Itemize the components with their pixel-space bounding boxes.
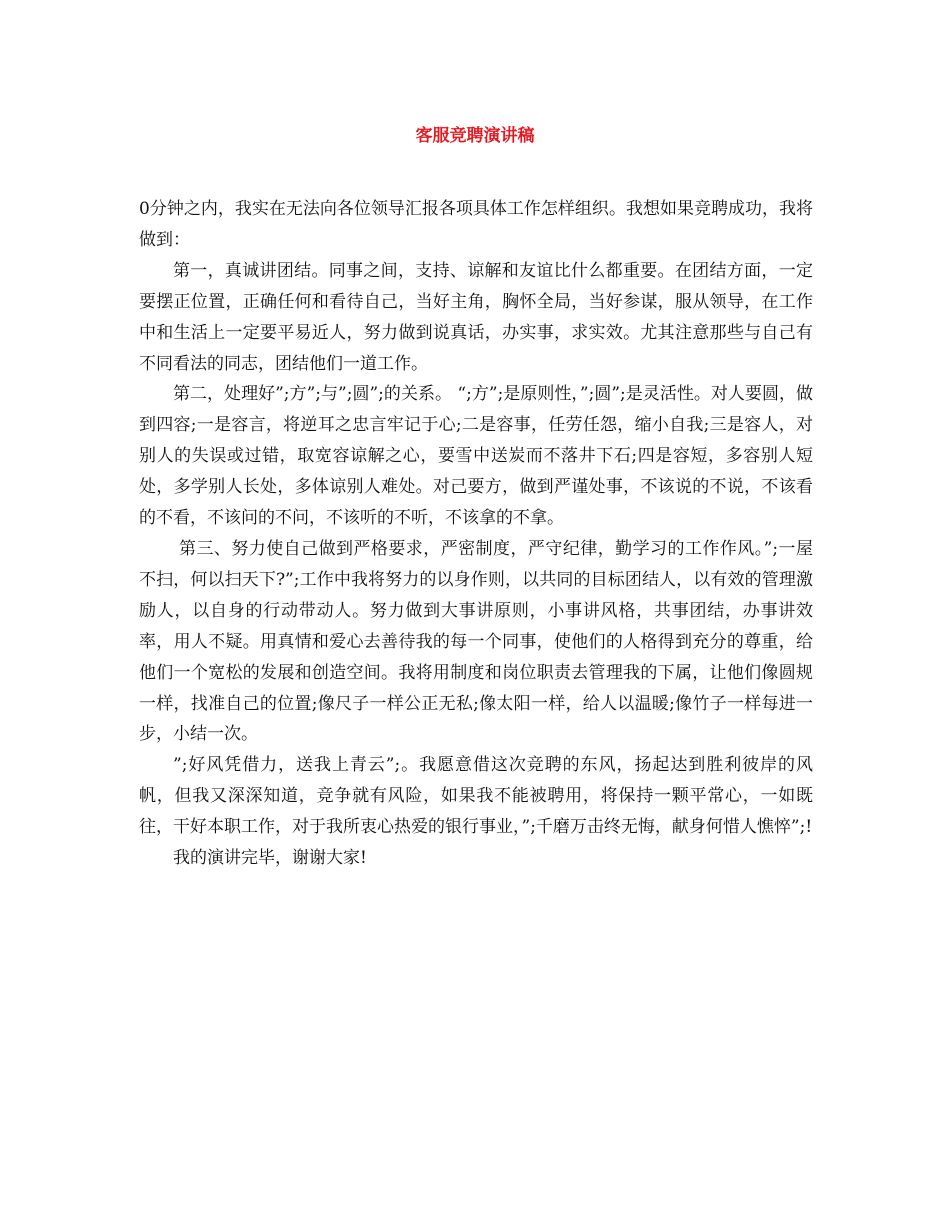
paragraph-closing: 我的演讲完毕，谢谢大家! xyxy=(173,848,367,869)
paragraph-first-point: 第一，真诚讲团结。同事之间，支持、谅解和友谊比什么都重要。在团结方面，一定要摆正位置，正确任何和看待自己，当好主角，胸怀全局，当好参谋，服从领导，在工作中和生活上一定要平易近人，努力做到说真话，办实事，求实效。尤其注意那些与自己有不同看法的同志，团结他们一道工作。 xyxy=(139,260,813,374)
paragraph-conclusion: ”;好风凭借力，送我上青云”;。我愿意借这次竞聘的东风，扬起达到胜利彼岸的风帆，但我又深深知道，竞争就有风险，如果我不能被聘用，将保持一颗平常心，一如既往，干好本职工作，对于我所衷心热爱的银行事业，”;千磨万击终无悔，献身何惜人憔悴”;! xyxy=(139,755,813,838)
paragraph-intro: 0分钟之内，我实在无法向各位领导汇报各项具体工作怎样组织。我想如果竞聘成功，我将做到： xyxy=(139,199,813,250)
paragraph-third-point: 第三、努力使自己做到严格要求，严密制度，严守纪律，勤学习的工作作风。”;一屋不扫，何以扫天下?”;工作中我将努力的以身作则，以共同的目标团结人，以有效的管理激励人，以自身的行动带动人。努力做到大事讲原则，小事讲风格，共事团结，办事讲效率，用人不疑。用真情和爱心去善待我的每一个同事，使他们的人格得到充分的尊重，给他们一个宽松的发展和创造空间。我将用制度和岗位职责去管理我的下属，让他们像圆规一样，找准自己的位置;像尺子一样公正无私;像太阳一样，给人以温暖;像竹子一样每进一步，小结一次。 xyxy=(139,538,813,745)
paragraph-second-point: 第二，处理好”;方”;与”;圆”;的关系。 “;方”;是原则性，”;圆”;是灵活性。对人要圆，做到四容;一是容言，将逆耳之忠言牢记于心;二是容事，任劳任怨，缩小自我;三是容人，对别人的失误或过错，取宽容谅解之心，要雪中送炭而不落井下石;四是容短，多容别人短处，多学别人长处，多体谅别人难处。对己要方，做到严谨处事，不该说的不说，不该看的不看，不该问的不问，不该听的不听，不该拿的不拿。 xyxy=(139,384,813,529)
document-title: 客服竞聘演讲稿 xyxy=(415,126,535,146)
document-body xyxy=(139,194,813,874)
